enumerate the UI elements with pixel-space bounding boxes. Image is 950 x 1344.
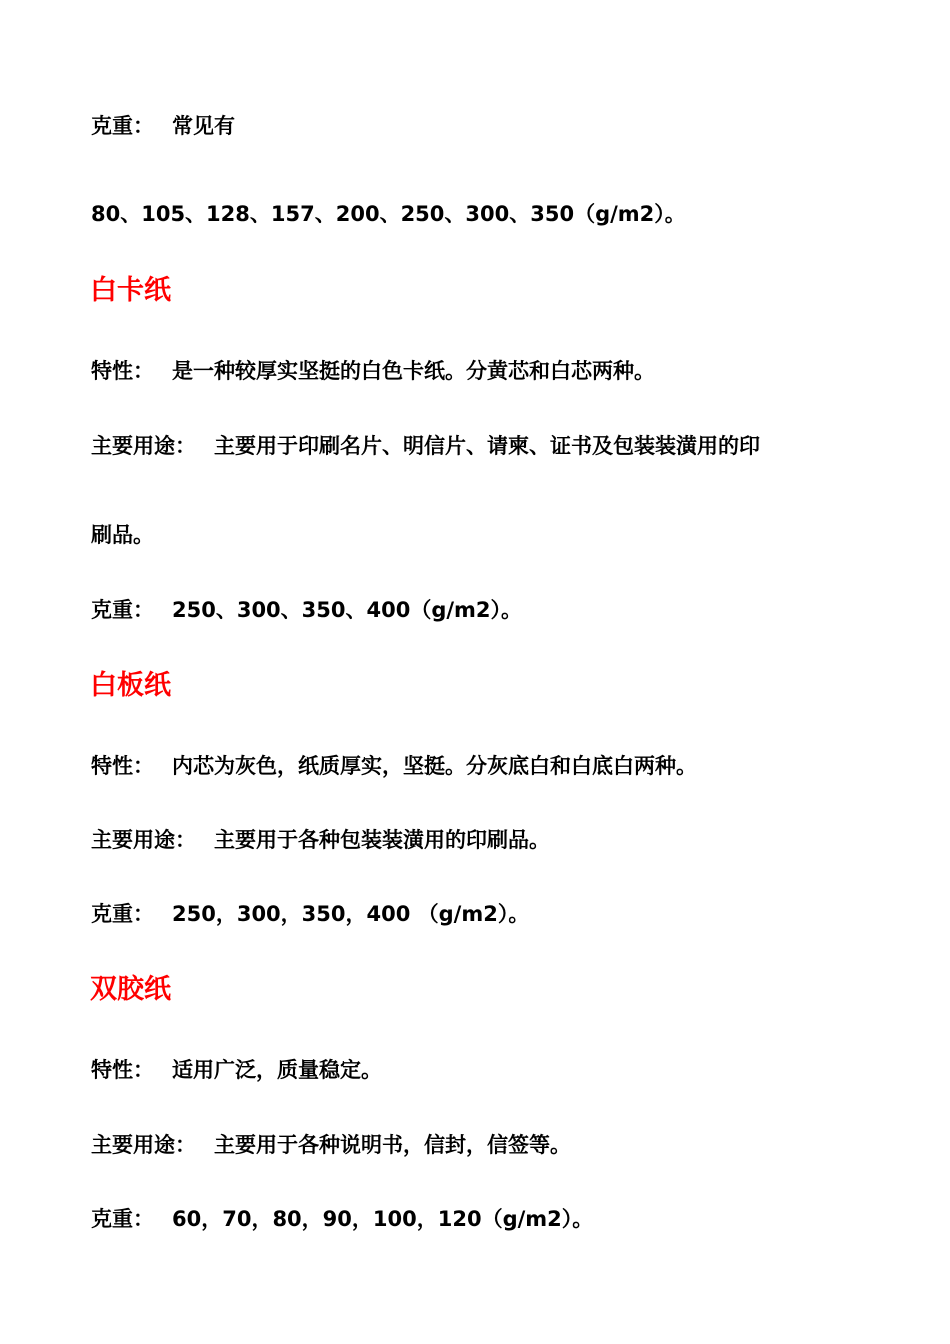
section-title: 白板纸 (90, 670, 171, 701)
property-line (91, 1055, 382, 1085)
property-value: 内芯为灰色，纸质厚实，坚挺。分灰底白和白底白两种。 (172, 754, 697, 778)
usage-continuation: 刷品。 (91, 523, 154, 547)
weight-line (91, 595, 522, 625)
property-label: 特性： (91, 1058, 154, 1082)
weight-line (91, 899, 529, 929)
weight-line (91, 1204, 593, 1234)
intro-weight-line (91, 111, 235, 141)
usage-line (91, 825, 550, 855)
weight-value: 常见有 (172, 114, 235, 138)
property-value: 适用广泛，质量稳定。 (172, 1058, 382, 1082)
usage-label: 主要用途： (91, 828, 196, 852)
weight-label: 克重： (91, 598, 154, 622)
property-label: 特性： (91, 359, 154, 383)
usage-line (91, 1130, 571, 1160)
weight-label: 克重： (91, 902, 154, 926)
property-line (91, 356, 655, 386)
intro-weight-values: 80、105、128、157、200、250、300、350（g/m2）。 (91, 202, 686, 226)
usage-value: 主要用于各种包装装潢用的印刷品。 (214, 828, 550, 852)
usage-label: 主要用途： (91, 1133, 196, 1157)
usage-line (91, 431, 760, 461)
section-title: 双胶纸 (90, 974, 171, 1005)
section-title: 白卡纸 (90, 275, 171, 306)
property-label: 特性： (91, 754, 154, 778)
weight-value: 60，70，80，90，100，120（g/m2）。 (172, 1207, 594, 1231)
usage-value: 主要用于印刷名片、明信片、请柬、证书及包装装潢用的印 (214, 434, 760, 458)
weight-label: 克重： (91, 1207, 154, 1231)
usage-label: 主要用途： (91, 434, 196, 458)
weight-value: 250、300、350、400（g/m2）。 (172, 598, 523, 622)
usage-value: 主要用于各种说明书，信封，信签等。 (214, 1133, 571, 1157)
weight-label: 克重： (91, 114, 154, 138)
weight-value: 250，300，350，400 （g/m2）。 (172, 902, 530, 926)
property-line (91, 751, 697, 781)
property-value: 是一种较厚实坚挺的白色卡纸。分黄芯和白芯两种。 (172, 359, 655, 383)
